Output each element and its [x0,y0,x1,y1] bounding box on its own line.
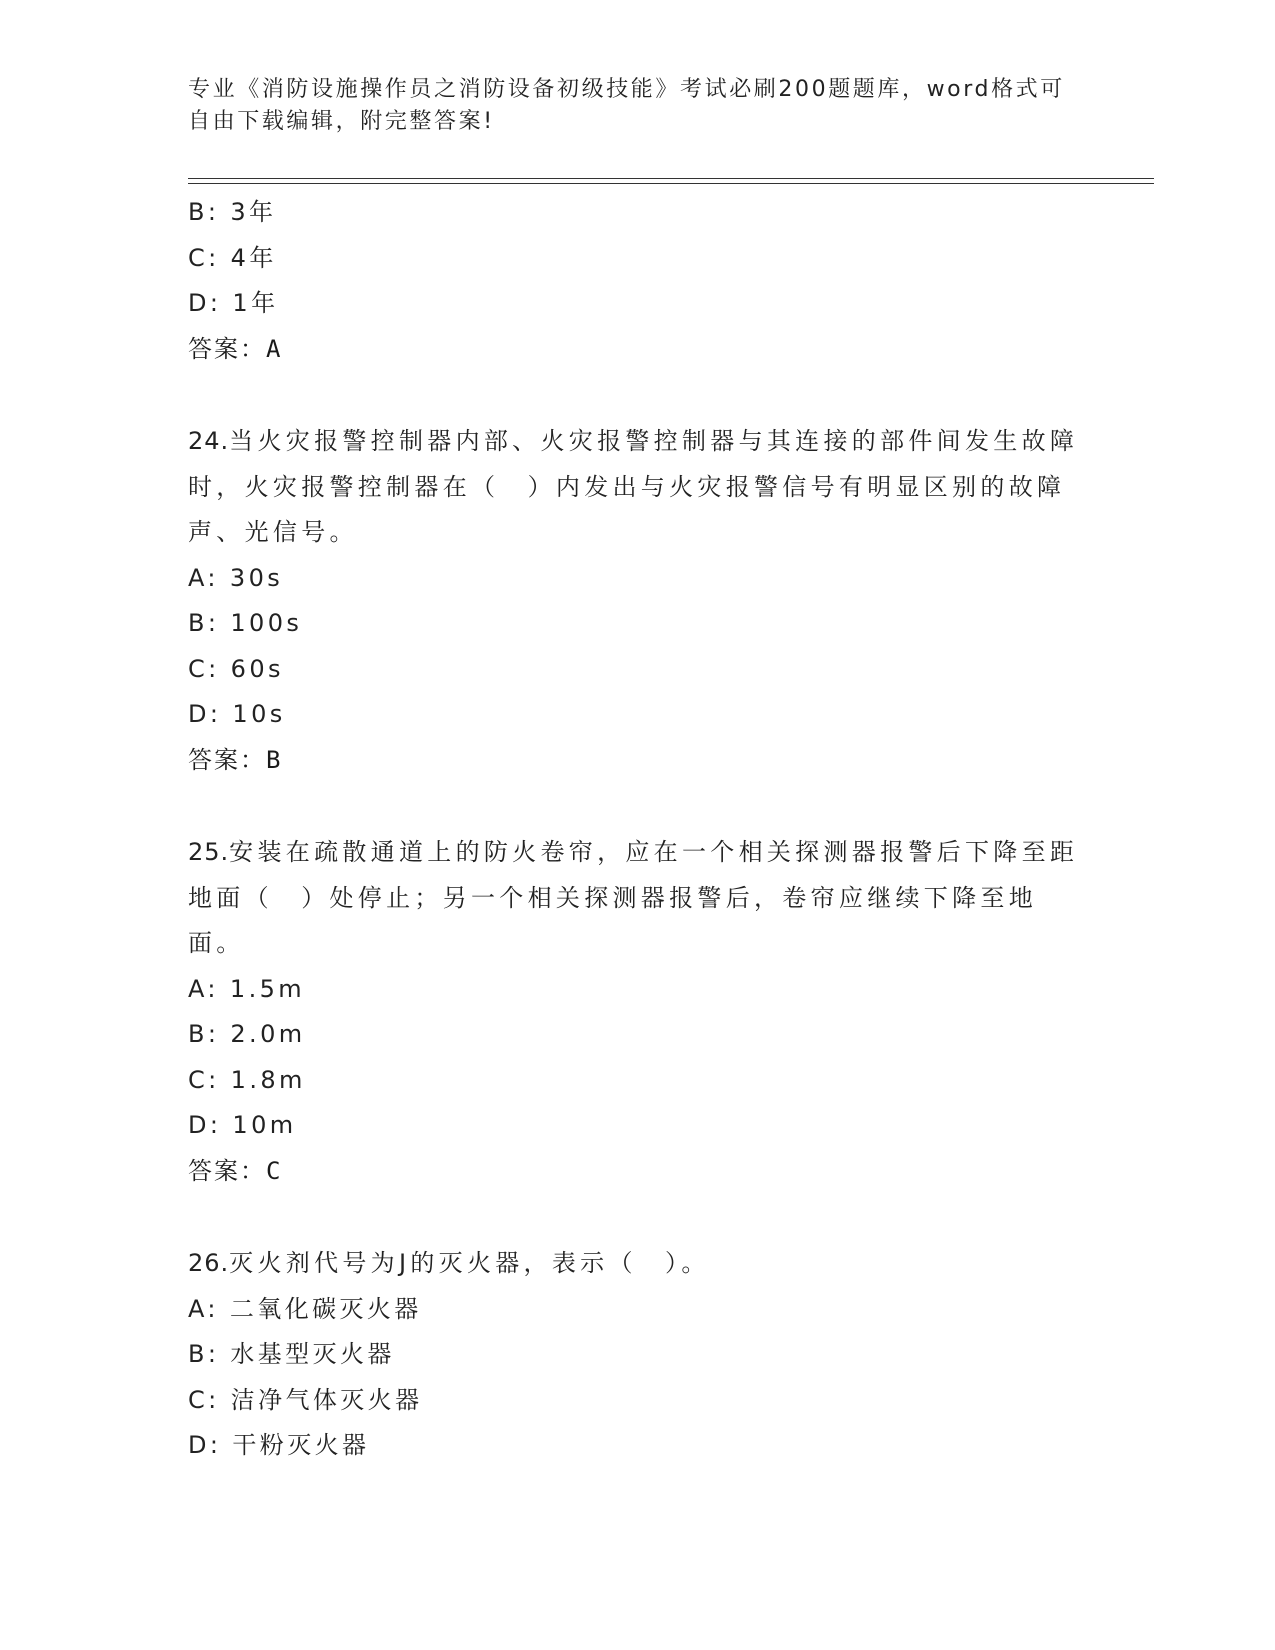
page-header [188,74,1068,138]
question-stem [188,830,1088,967]
answer-line [188,327,1088,373]
option-c: C: 60s [188,654,284,683]
option-c: C: 1.8m [188,1065,306,1094]
option-d: D: 10m [188,1111,297,1139]
question-number: 24. [188,427,230,455]
previous-question-tail [188,190,1088,372]
question-text: 当火灾报警控制器内部、火灾报警控制器与其连接的部件间发生故障时，火灾报警控制器在（ ）内发出与火灾报警信号有明显区别的故障声、光信号。 [188,427,1079,546]
option-b: B: 水基型灭火器 [188,1340,395,1368]
question-stem [188,419,1088,556]
question-26 [188,1241,1088,1469]
question-number: 26. [188,1249,230,1277]
header-divider-top [188,178,1154,179]
option-a: A: 二氧化碳灭火器 [188,1294,422,1323]
option-d: D: 干粉灭火器 [188,1431,370,1459]
option-b: B: 3年 [188,198,277,226]
header-line-1: 专业《消防设施操作员之消防设备初级技能》考试必刷200题题库，word格式可 [188,77,1065,102]
option-d: D: 1年 [188,289,279,317]
option-a: A: 30s [188,563,284,592]
option-b: B: 2.0m [188,1020,306,1048]
header-line-2: 自由下载编辑，附完整答案! [188,109,495,134]
question-24 [188,419,1088,783]
option-c: C: 4年 [188,243,277,272]
question-25 [188,830,1088,1194]
answer-label: 答案： [188,1156,266,1185]
answer-value: C [266,1156,283,1185]
option-c: C: 洁净气体灭火器 [188,1385,423,1414]
option-a: A: 1.5m [188,974,306,1003]
answer-line [188,1149,1088,1195]
question-text: 灭火剂代号为J的灭火器，表示（ ）。 [229,1249,710,1277]
option-b: B: 100s [188,609,303,637]
question-list [188,190,1088,1469]
answer-value: A [266,334,283,363]
answer-value: B [266,745,283,774]
question-stem [188,1241,1088,1287]
option-d: D: 10s [188,700,286,728]
answer-line [188,738,1088,784]
answer-label: 答案： [188,745,266,774]
answer-label: 答案： [188,334,266,363]
question-number: 25. [188,838,230,866]
question-text: 安装在疏散通道上的防火卷帘，应在一个相关探测器报警后下降至距地面（ ）处停止；另一个相关探测器报警后，卷帘应继续下降至地面。 [188,838,1079,957]
header-divider-bottom [188,183,1154,184]
